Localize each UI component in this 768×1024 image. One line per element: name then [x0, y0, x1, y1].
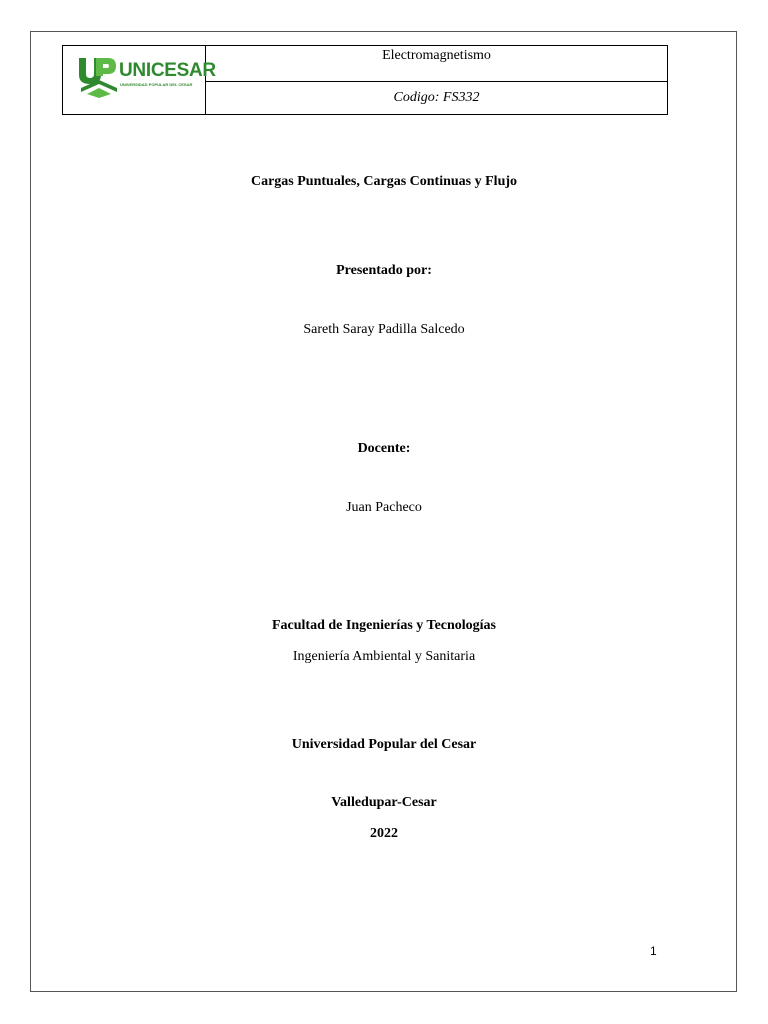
- page-number: 1: [650, 944, 657, 958]
- unicesar-logo: [77, 54, 216, 98]
- course-code: Codigo: FS332: [393, 89, 480, 105]
- logo-cell: [63, 46, 216, 114]
- teacher-label: Docente:: [357, 441, 411, 456]
- document-title: Cargas Puntuales, Cargas Continuas y Flujo: [250, 174, 518, 189]
- city: Valledupar-Cesar: [331, 795, 437, 810]
- teacher-name: Juan Pacheco: [346, 500, 422, 515]
- presented-by-label: Presentado por:: [336, 263, 432, 278]
- logo-wordmark: UNICESAR: [119, 60, 216, 81]
- faculty-name: Facultad de Ingenierías y Tecnologías: [271, 618, 497, 633]
- university-name: Universidad Popular del Cesar: [291, 737, 477, 752]
- program-name: Ingeniería Ambiental y Sanitaria: [292, 649, 476, 664]
- course-name: Electromagnetismo: [206, 46, 667, 82]
- unicesar-emblem-icon: [77, 54, 121, 98]
- year: 2022: [370, 826, 398, 841]
- logo-subtitle: UNIVERSIDAD POPULAR DEL CESAR: [120, 82, 193, 87]
- header-table: [62, 45, 668, 115]
- course-info-cell: [206, 46, 667, 114]
- author-name: Sareth Saray Padilla Salcedo: [303, 322, 465, 337]
